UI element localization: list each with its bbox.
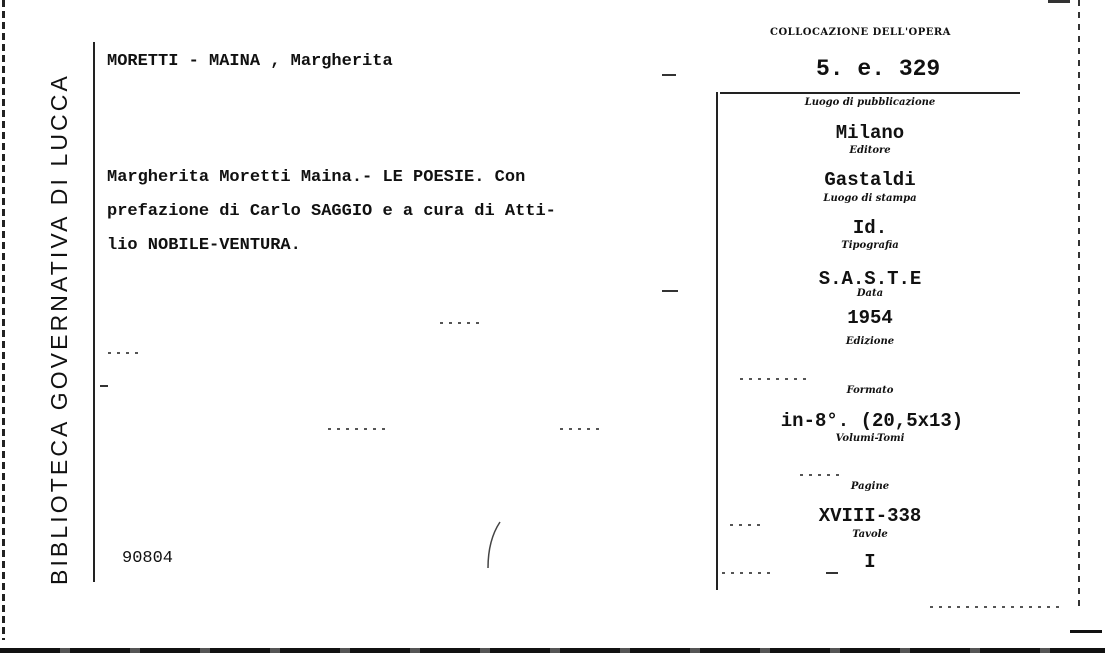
- publisher-label: Editore: [849, 145, 891, 156]
- place-value: Milano: [835, 122, 905, 144]
- dot-leader: [560, 428, 600, 430]
- place-label: Luogo di pubblicazione: [804, 97, 936, 108]
- dot-leader: [730, 524, 760, 526]
- inventory-number: 90804: [122, 549, 174, 568]
- format-label: Formato: [846, 385, 894, 396]
- dot-leader: [328, 428, 388, 430]
- dot-leader: [930, 606, 1060, 608]
- print-place-label: Luogo di stampa: [823, 193, 917, 204]
- entry-header: MORETTI - MAINA , Margherita: [107, 52, 393, 71]
- dash-mark: [100, 385, 108, 387]
- card-edge-mark: [1048, 0, 1070, 3]
- citation-line: prefazione di Carlo SAGGIO e a cura di Atti-: [107, 202, 556, 221]
- details-column-top-rule: [720, 92, 1020, 94]
- dash-mark: [662, 74, 676, 76]
- pencil-mark: [484, 520, 502, 570]
- date-label: Data: [856, 288, 884, 299]
- dot-leader: [440, 322, 480, 324]
- card-bottom-edge: [0, 648, 1105, 653]
- citation-line: lio NOBILE-VENTURA.: [107, 236, 301, 255]
- dash-mark: [826, 572, 838, 574]
- plates-value: I: [864, 551, 876, 573]
- shelf-mark: 5. e. 329: [816, 56, 941, 82]
- citation: [107, 161, 556, 263]
- publisher-value: Gastaldi: [824, 169, 916, 191]
- shelf-label: COLLOCAZIONE DELL'OPERA: [770, 27, 951, 38]
- dot-leader: [722, 572, 772, 574]
- plates-label: Tavole: [852, 529, 888, 540]
- card-right-edge: [1078, 0, 1080, 610]
- card-edge-mark: [1070, 630, 1102, 633]
- print-place-value: Id.: [852, 217, 888, 239]
- card-left-edge: [2, 0, 5, 640]
- format-value: in-8°. (20,5x13): [780, 410, 964, 432]
- edition-label: Edizione: [845, 336, 895, 347]
- details-column-rule: [716, 92, 718, 590]
- citation-line: Margherita Moretti Maina.- LE POESIE. Con: [107, 168, 526, 187]
- pages-value: XVIII-338: [818, 505, 922, 527]
- dot-leader: [108, 352, 138, 354]
- dash-mark: [662, 290, 678, 292]
- pages-label: Pagine: [850, 481, 890, 492]
- dot-leader: [740, 378, 810, 380]
- date-value: 1954: [847, 307, 893, 329]
- library-stamp: BIBLIOTECA GOVERNATIVA DI LUCCA: [46, 73, 72, 585]
- printer-label: Tipografia: [841, 240, 899, 251]
- volumes-label: Volumi-Tomi: [835, 433, 905, 444]
- printer-value: S.A.S.T.E: [818, 268, 922, 290]
- dot-leader: [800, 474, 840, 476]
- margin-rule: [93, 42, 95, 582]
